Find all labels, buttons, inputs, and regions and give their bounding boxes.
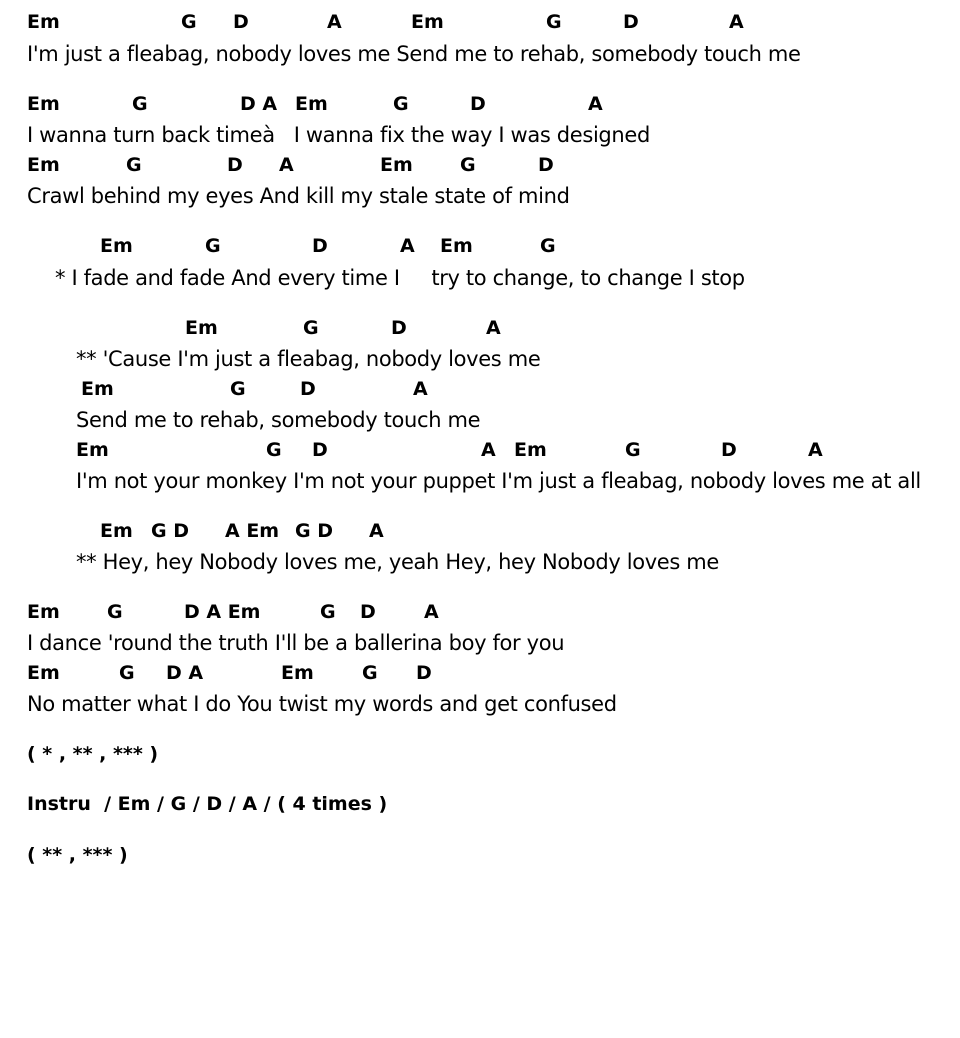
- chord: A: [369, 520, 384, 542]
- chord: Em: [27, 601, 60, 623]
- verse1-lyric-2: Crawl behind my eyes And kill my stale state of mind: [27, 184, 570, 208]
- verse1-chord-line-1: [0, 95, 960, 119]
- chord: Em: [185, 317, 218, 339]
- bridge-lyric: ** Hey, hey Nobody loves me, yeah Hey, hey Nobody loves me: [76, 550, 719, 574]
- verse2-chord-line-1: [0, 603, 960, 627]
- chorus-chord-line-3: [0, 441, 960, 465]
- chord: A Em: [225, 520, 280, 542]
- chord: A: [481, 439, 496, 461]
- chord: A: [486, 317, 501, 339]
- chord: Em: [380, 154, 413, 176]
- chord: A: [424, 601, 439, 623]
- chord: G: [393, 93, 409, 115]
- chord: D A: [240, 93, 278, 115]
- repeat-note-2: ( ** , *** ): [27, 844, 128, 866]
- chord: G: [107, 601, 123, 623]
- chord: D: [300, 378, 316, 400]
- chord: Em: [411, 11, 444, 33]
- chord: D: [360, 601, 376, 623]
- verse1-chord-line-2: [0, 156, 960, 180]
- chord: D: [470, 93, 486, 115]
- chord: G: [362, 662, 378, 684]
- chord: D: [538, 154, 554, 176]
- chord: G: [181, 11, 197, 33]
- chord: G: [540, 235, 556, 257]
- verse2-lyric-2: No matter what I do You twist my words and get confused: [27, 692, 617, 716]
- chord: D: [312, 235, 328, 257]
- chord: D: [391, 317, 407, 339]
- chord: D A Em: [184, 601, 261, 623]
- intro-lyric: I'm just a fleabag, nobody loves me Send me to rehab, somebody touch me: [27, 42, 801, 66]
- verse2-chord-line-2: [0, 664, 960, 688]
- chorus-chord-line-2: [0, 380, 960, 404]
- chord: G: [126, 154, 142, 176]
- chord: G: [119, 662, 135, 684]
- chord: G D: [295, 520, 333, 542]
- chord: Em: [27, 11, 60, 33]
- verse2-lyric-1: I dance 'round the truth I'll be a ballerina boy for you: [27, 631, 565, 655]
- chord: A: [808, 439, 823, 461]
- chord: G: [625, 439, 641, 461]
- chord: D: [227, 154, 243, 176]
- chord: D: [623, 11, 639, 33]
- chord: D: [233, 11, 249, 33]
- chord: D: [312, 439, 328, 461]
- chord: Em: [100, 520, 133, 542]
- instrumental-note: Instru / Em / G / D / A / ( 4 times ): [27, 793, 388, 815]
- chord: A: [279, 154, 294, 176]
- chorus-lyric-2: Send me to rehab, somebody touch me: [76, 408, 481, 432]
- chord: G: [460, 154, 476, 176]
- chord: Em: [440, 235, 473, 257]
- intro-chord-line: [0, 13, 960, 37]
- verse1-lyric-1: I wanna turn back timeà I wanna fix the way I was designed: [27, 123, 650, 147]
- chord: G: [205, 235, 221, 257]
- bridge-chord-line: [0, 522, 960, 546]
- prechorus-lyric: * I fade and fade And every time I try to change, to change I stop: [55, 266, 745, 290]
- chorus-chord-line-1: [0, 319, 960, 343]
- chord: G: [266, 439, 282, 461]
- chord: G: [230, 378, 246, 400]
- chord: D: [416, 662, 432, 684]
- chord: A: [327, 11, 342, 33]
- chord: A: [400, 235, 415, 257]
- chorus-lyric-1: ** 'Cause I'm just a fleabag, nobody loves me: [76, 347, 541, 371]
- chord: G: [320, 601, 336, 623]
- chord: A: [588, 93, 603, 115]
- chord: A: [729, 11, 744, 33]
- chord: Em: [27, 93, 60, 115]
- chord: Em: [76, 439, 109, 461]
- chord: G: [303, 317, 319, 339]
- chord: Em: [27, 154, 60, 176]
- repeat-note-1: ( * , ** , *** ): [27, 743, 159, 765]
- chord: G D: [151, 520, 189, 542]
- chord: Em: [81, 378, 114, 400]
- chord: Em: [281, 662, 314, 684]
- chord: D A: [166, 662, 204, 684]
- chord: G: [132, 93, 148, 115]
- chord: Em: [100, 235, 133, 257]
- chord: G: [546, 11, 562, 33]
- chord: A: [413, 378, 428, 400]
- prechorus-chord-line: [0, 237, 960, 261]
- chord: Em: [27, 662, 60, 684]
- chorus-lyric-3: I'm not your monkey I'm not your puppet I'm just a fleabag, nobody loves me at all: [76, 469, 921, 493]
- chord: Em: [295, 93, 328, 115]
- chord: D: [721, 439, 737, 461]
- chord: Em: [514, 439, 547, 461]
